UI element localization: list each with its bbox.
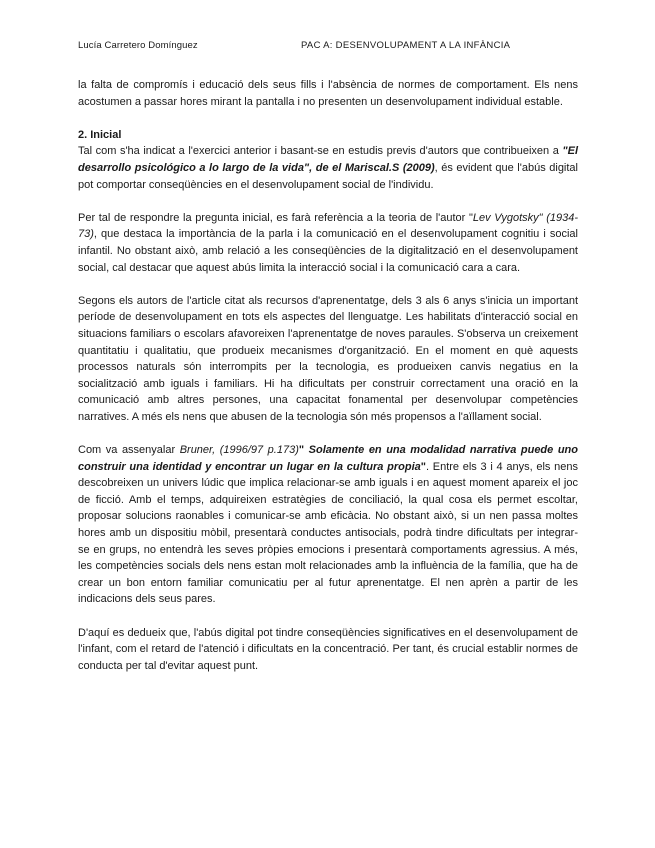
paragraph-vygotsky (78, 210, 578, 276)
author-reference: Bruner, (1996/97 p.173) (179, 444, 299, 457)
quote-mark: " (420, 460, 426, 473)
paragraph-conclusion: D'aquí es dedueix que, l'abús digital pot tindre conseqüències significatives en el desenvolupament de l'infant, com el retard de l'atenció i dificultats en la concentració. Per tant, és crucial establir normes de conducta per tal d'evitar aquest punt. (78, 626, 578, 672)
document-body (78, 77, 578, 674)
paragraph-text: , que destaca la importància de la parla i la comunicació en el desenvolupament cognitiu i social infantil. No obstant això, amb relació a les conseqüències de la digitalització en el desenvolupament social, cal destacar que aquest abús limita la interacció social i la comunicació cara a cara. (78, 228, 578, 274)
citation-reference: "El desarrollo psicológico a lo largo de la vida", de el Mariscal.S (2009) (78, 145, 578, 174)
paragraph-language-development: Segons els autors de l'article citat als recursos d'aprenentatge, dels 3 als 6 anys s'inicia un important període de desenvolupament en tots els aspectes del llenguatge. Les habilitats d'interacció social en situacions familiars o escolars afavoreixen l'aprenentatge de noves paraules. S'observa un creixement quantitatiu i qualitatiu, que produeix mecanismes d'organització. En el moment en què aquests processos naturals són interrompits per la tecnologia, es produeixen canvis negatius en la socialització amb iguals i familiars. Hi ha dificultats per construir correctament una oració en la comunicació amb altres persones, una capacitat fonamental per desenvolupar competències narratives. A més els nens que abusen de la tecnologia són més propensos a l'aïllament social. (78, 294, 578, 423)
paragraph-text: . Entre els 3 i 4 anys, els nens descobreixen un univers lúdic que implica relacionar-se amb iguals i en aquest moment apareix el joc de ficció. Amb el temps, adquireixen estratègies de conciliació, la qual cosa els permet escoltar, proposar solucions raonables i comunicar-se amb eficàcia. No obstant això, si un nen passa moltes hores amb un dispositiu mòbil, presentarà conductes antisocials, podrà tindre dificultats per integrar-se en grups, no entendrà les seves pròpies emocions i presentarà comportaments agressius. A més, les competències socials dels nens estan molt relacionades amb la influència de la família, que ha de crear un bon entorn familiar comunicatiu per al futur aprenentatge. El nen aprèn a partir de les indicacions dels seus pares. (78, 460, 578, 606)
paragraph-text: , és evident que l'abús digital pot comportar conseqüències en el desenvolupament social de l'individu. (78, 161, 578, 191)
author-reference: Lev Vygotsky" (1934-73) (78, 211, 578, 241)
header-author: Lucía Carretero Domínguez (78, 40, 198, 51)
header-title: PAC A: DESENVOLUPAMENT A LA INFÀNCIA (301, 40, 511, 51)
quotation: Solamente en una modalidad narrativa puede uno construir una identidad y encontrar un lugar en la cultura propia (78, 444, 578, 473)
section-heading: 2. Inicial (78, 128, 122, 141)
paragraph-continuation: la falta de compromís i educació dels seus fills i l'absència de normes de comportament. Els nens acostumen a passar hores mirant la pantalla i no presenten un desenvolupament individual estable. (78, 79, 578, 108)
paragraph-text: Tal com s'ha indicat a l'exercici anterior i basant-se en estudis previs d'autors que contribueixen a (78, 145, 563, 158)
paragraph-text: Per tal de respondre la pregunta inicial, es farà referència a la teoria de l'autor " (78, 211, 473, 224)
paragraph-intro (78, 143, 578, 193)
paragraph-bruner (78, 442, 578, 608)
quote-mark: " (298, 444, 309, 457)
paragraph-text: Com va assenyalar (78, 444, 180, 457)
